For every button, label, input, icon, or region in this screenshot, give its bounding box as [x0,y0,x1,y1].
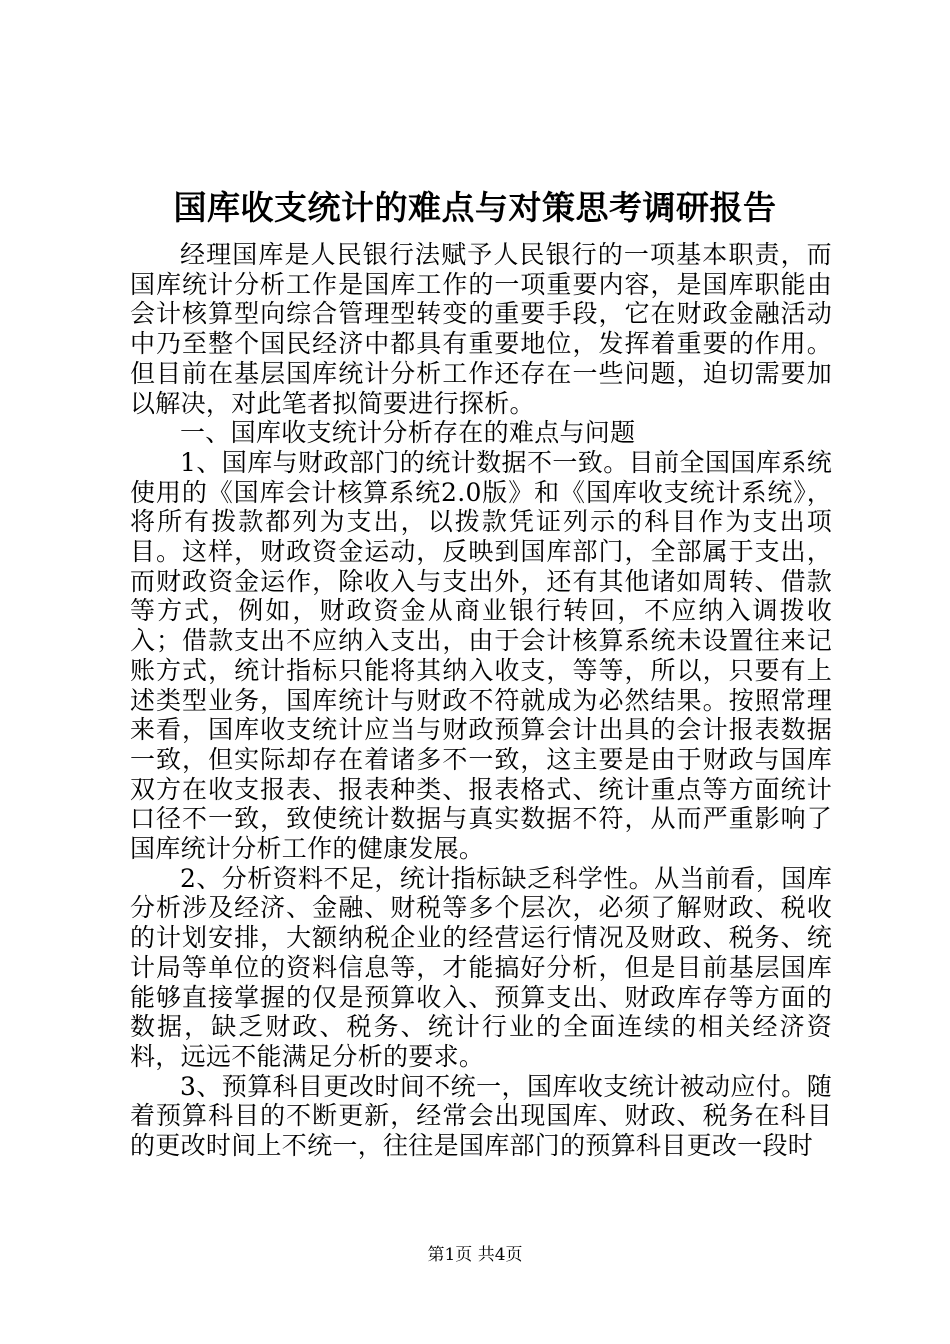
paragraph-point-1: 1、国库与财政部门的统计数据不一致。目前全国国库系统使用的《国库会计核算系统2.0版》和《国库收支统计系统》，将所有拨款都列为支出，以拨款凭证列示的科目作为支出项目。这样，财政资金运动，反映到国库部门，全部属于支出，而财政资金运作，除收入与支出外，还有其他诸如周转、借款等方式，例如，财政资金从商业银行转回，不应纳入调拨收入；借款支出不应纳入支出，由于会计核算系统未设置往来记账方式，统计指标只能将其纳入收支，等等，所以，只要有上述类型业务，国库统计与财政不符就成为必然结果。按照常理来看，国库收支统计应当与财政预算会计出具的会计报表数据一致，但实际却存在着诸多不一致，这主要是由于财政与国库双方在收支报表、报表种类、报表格式、统计重点等方面统计口径不一致，致使统计数据与真实数据不符，从而严重影响了国库统计分析工作的健康发展。 [130,447,832,864]
page-footer: 第1页 共4页 [427,1245,523,1265]
paragraph-point-2: 2、分析资料不足，统计指标缺乏科学性。从当前看，国库分析涉及经济、金融、财税等多个层次，必须了解财政、税收的计划安排，大额纳税企业的经营运行情况及财政、税务、统计局等单位的资料信息等，才能搞好分析，但是目前基层国库能够直接掌握的仅是预算收入、预算支出、财政库存等方面的数据，缺乏财政、税务、统计行业的全面连续的相关经济资料，远远不能满足分析的要求。 [130,863,832,1071]
paragraph-intro: 经理国库是人民银行法赋予人民银行的一项基本职责，而国库统计分析工作是国库工作的一项重要内容，是国库职能由会计核算型向综合管理型转变的重要手段，它在财政金融活动中乃至整个国民经济中都具有重要地位，发挥着重要的作用。但目前在基层国库统计分析工作还存在一些问题，迫切需要加以解决，对此笔者拟简要进行探析。 [130,240,832,418]
section-heading: 一、国库收支统计分析存在的难点与问题 [180,418,636,448]
document-title: 国库收支统计的难点与对策思考调研报告 [173,188,777,227]
paragraph-point-3: 3、预算科目更改时间不统一，国库收支统计被动应付。随着预算科目的不断更新，经常会出现国库、财政、税务在科目的更改时间上不统一，往往是国库部门的预算科目更改一段时 [130,1071,832,1161]
document-body [130,240,832,1161]
